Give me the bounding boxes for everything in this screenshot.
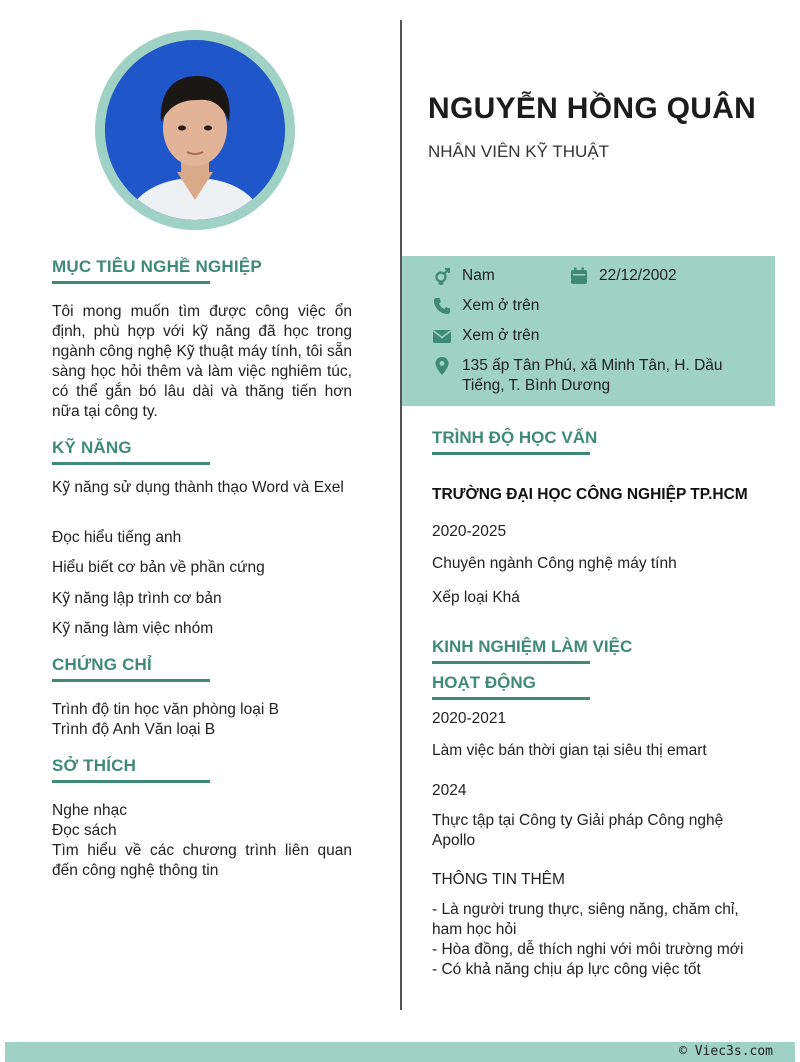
gender-value: Nam — [462, 267, 495, 284]
activity-year: 2024 — [432, 782, 467, 799]
objective-title: MỤC TIÊU NGHỀ NGHIỆP — [52, 257, 262, 276]
hobby-item: Tìm hiểu về các chương trình liên quan đến công nghệ thông tin — [52, 842, 352, 879]
skill-item: Đọc hiểu tiếng anh — [52, 529, 182, 546]
column-divider — [400, 20, 402, 1010]
activity-text: Thực tập tại Công ty Giải pháp Công nghệ Apollo — [432, 812, 724, 849]
education-section — [432, 427, 777, 606]
skills-title: KỸ NĂNG — [52, 438, 132, 457]
certificate-item: Trình độ tin học văn phòng loại B — [52, 701, 279, 718]
phone-value: Xem ở trên — [462, 297, 540, 314]
job-title: NHÂN VIÊN KỸ THUẬT — [428, 142, 610, 161]
education-period: 2020-2025 — [432, 523, 507, 540]
extra-info-item: - Hòa đồng, dễ thích nghi với môi trường mới — [432, 941, 744, 958]
school-name: TRƯỜNG ĐẠI HỌC CÔNG NGHIỆP TP.HCM — [432, 486, 748, 503]
email-icon — [432, 326, 452, 346]
extra-info-title: THÔNG TIN THÊM — [432, 871, 565, 888]
footer-watermark: © Viec3s.com — [679, 1044, 773, 1059]
candidate-name: NGUYỄN HỒNG QUÂN — [428, 92, 757, 125]
hobbies-section — [52, 755, 352, 881]
extra-info-section — [432, 870, 752, 980]
education-grade: Xếp loại Khá — [432, 589, 520, 606]
skill-item: Kỹ năng làm việc nhóm — [52, 620, 214, 637]
skill-item: Kỹ năng lập trình cơ bản — [52, 590, 222, 607]
experience-section — [432, 636, 777, 664]
certificates-title: CHỨNG CHỈ — [52, 655, 152, 674]
avatar-photo-illustration — [105, 40, 285, 220]
skill-item: Kỹ năng sử dụng thành thạo Word và Exel — [52, 479, 344, 496]
objective-title-underline — [52, 281, 210, 284]
phone-icon — [432, 296, 452, 316]
email-value: Xem ở trên — [462, 327, 540, 344]
extra-info-item: - Là người trung thực, siêng năng, chăm chỉ, ham học hỏi — [432, 901, 739, 938]
education-title-underline — [432, 452, 590, 455]
skills-title-underline — [52, 462, 210, 465]
skill-item: Hiểu biết cơ bản về phần cứng — [52, 559, 265, 576]
address-value — [462, 356, 762, 396]
activities-title: HOẠT ĐỘNG — [432, 673, 536, 692]
gender-icon — [432, 266, 452, 286]
activity-text: Làm việc bán thời gian tại siêu thị emart — [432, 742, 707, 759]
education-title: TRÌNH ĐỘ HỌC VẤN — [432, 428, 598, 447]
experience-title: KINH NGHIỆM LÀM VIỆC — [432, 637, 633, 656]
objective-section — [52, 256, 352, 422]
hobby-item: Nghe nhạc — [52, 802, 127, 819]
location-pin-icon — [432, 356, 452, 376]
experience-title-underline — [432, 661, 590, 664]
hobby-item: Đọc sách — [52, 822, 117, 839]
certificates-section — [52, 654, 352, 740]
education-major: Chuyên ngành Công nghệ máy tính — [432, 555, 677, 572]
birthdate-value: 22/12/2002 — [599, 267, 677, 284]
hobbies-title: SỞ THÍCH — [52, 756, 137, 775]
certificates-title-underline — [52, 679, 210, 682]
activities-title-underline — [432, 697, 590, 700]
skills-section — [52, 437, 352, 637]
hobbies-title-underline — [52, 780, 210, 783]
activities-section — [432, 672, 777, 849]
contact-panel — [402, 256, 775, 406]
extra-info-item: - Có khả năng chịu áp lực công việc tốt — [432, 961, 701, 978]
address-line-1: 135 ấp Tân Phú, xã Minh Tân, H. Dầu — [462, 357, 723, 374]
address-line-2: Tiếng, T. Bình Dương — [462, 377, 611, 394]
objective-text: Tôi mong muốn tìm được công việc ổn định, phù hợp với kỹ năng đã học trong ngành công nghệ Kỹ thuật máy tính, tôi sẵn sàng học hỏi thêm và làm việc nghiêm túc, có thể gắn bó lâu dài và thăng tiến hơn nữa tại công ty. — [52, 303, 352, 420]
footer-bar — [5, 1042, 795, 1062]
certificate-item: Trình độ Anh Văn loại B — [52, 721, 216, 738]
activity-year: 2020-2021 — [432, 710, 507, 727]
calendar-icon — [569, 266, 589, 286]
avatar — [105, 40, 285, 220]
